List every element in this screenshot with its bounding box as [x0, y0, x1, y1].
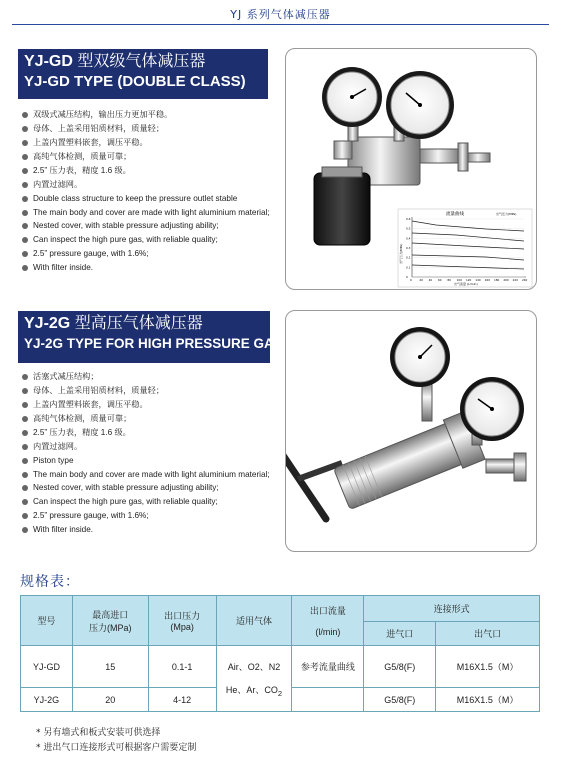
list-item: 高纯气体检测，质量可靠； [22, 412, 278, 426]
list-item: 母体、上盖采用铝质材料，质量轻； [22, 384, 278, 398]
spec-heading: 规格表： [20, 574, 80, 590]
x-tick-label: 240 [522, 278, 528, 282]
x-tick-label: 140 [475, 278, 481, 282]
x-tick-label: 200 [503, 278, 509, 282]
x-tick-label: 220 [512, 278, 519, 282]
list-item: 内置过滤网。 [22, 178, 278, 192]
x-tick-label: 180 [494, 278, 500, 282]
bullet-icon [22, 210, 28, 216]
bullet-icon [22, 154, 28, 160]
section1-banner [18, 49, 268, 99]
chart-ylabel: 出气压力(MPa) [399, 243, 403, 264]
list-item: 上盖内置塑料嵌套，调压平稳。 [22, 398, 278, 412]
col-model: 型号 [21, 596, 73, 646]
y-tick-label: 0.1 [406, 265, 411, 270]
x-tick-label: 20 [419, 278, 423, 282]
spec-table [20, 595, 540, 712]
bullet-icon [22, 112, 28, 118]
y-tick-label: 0.3 [406, 246, 411, 250]
list-item: The main body and cover are made with light aluminium material; [22, 206, 278, 219]
list-item: 2.5” 压力表，精度 1.6 级。 [22, 426, 278, 440]
list-item: With filter inside. [22, 523, 278, 537]
note-item: * 进出气口连接形式可根据客户需要定制 [36, 743, 197, 753]
col-gas: 适用气体 [216, 596, 292, 646]
table-row: YJ-2G 20 4-12 G5/8(F) M16X1.5（M） [21, 688, 540, 712]
list-item: Can inspect the high pure gas, with reliable quality; [22, 495, 278, 509]
x-tick-label: 60 [438, 278, 442, 282]
list-item: 双级式减压结构，输出压力更加平稳。 [22, 108, 278, 122]
x-tick-label: 80 [447, 278, 451, 282]
bullet-icon [22, 416, 28, 422]
bullet-icon [22, 388, 28, 394]
bullet-icon [22, 251, 28, 257]
list-item: Double class structure to keep the pressure outlet stable [22, 192, 278, 206]
chart-title: 流量曲线 [446, 212, 464, 217]
list-item: The main body and cover are made with light aluminium material; [22, 468, 278, 481]
x-tick-label: 160 [484, 278, 491, 282]
bullet-icon [22, 374, 28, 380]
section1-code: YJ-GD [24, 53, 73, 70]
gas-cell: Air、O2、N2 He、Ar、$CO_2$ [216, 646, 292, 712]
spec-notes [36, 726, 196, 756]
y-tick-label: 0.5 [406, 226, 411, 231]
col-inlet-port: 进气口 [364, 622, 436, 646]
table-row: YJ-GD 15 0.1-1 Air、O2、N2 He、Ar、$CO_2$ 参考流量曲线 G5/8(F) M16X1.5（M） [21, 646, 540, 688]
bullet-icon [22, 223, 28, 229]
bullet-icon [22, 485, 28, 491]
bullet-icon [22, 499, 28, 505]
y-tick-label: 0.6 [406, 217, 411, 221]
regulator-photo-2g [285, 310, 537, 552]
list-item: Piston type [22, 454, 278, 468]
list-item: 2.5” pressure gauge, with 1.6%; [22, 509, 278, 523]
section2-title-cn: 型高压气体减压器 [74, 315, 203, 332]
page-header: YJ 系列气体减压器 [230, 8, 331, 21]
bullet-icon [22, 140, 28, 146]
y-tick-label: 0 [406, 275, 408, 279]
list-item: Nested cover, with stable pressure adjusting ability; [22, 481, 278, 495]
list-item: 母体、上盖采用铝质材料，质量轻； [22, 122, 278, 136]
col-flow: 出口流量 (l/min) [292, 596, 364, 646]
y-tick-label: 0.4 [406, 236, 411, 241]
col-outlet-pressure: 出口压力 (Mpa) [148, 596, 216, 646]
list-item: 2.5” pressure gauge, with 1.6%; [22, 247, 278, 261]
bullet-icon [22, 458, 28, 464]
bullet-icon [22, 444, 28, 450]
x-tick-label: 120 [466, 278, 472, 282]
header-rule [12, 24, 549, 25]
bullet-icon [22, 265, 28, 271]
list-item: 高纯气体检测，质量可靠； [22, 150, 278, 164]
bullet-icon [22, 527, 28, 533]
section2-title-en: YJ-2G TYPE FOR HIGH PRESSURE GAS [24, 336, 283, 351]
section1-title-en: YJ-GD TYPE (DOUBLE CLASS) [24, 73, 246, 90]
chart-xlabel: 出气流量 (L/min) [454, 282, 478, 286]
list-item: 上盖内置塑料嵌套，调压平稳。 [22, 136, 278, 150]
col-connection: 连接形式 [364, 596, 540, 622]
bullet-icon [22, 182, 28, 188]
list-item: 内置过滤网。 [22, 440, 278, 454]
note-item: * 另有墙式和板式安装可供选择 [36, 728, 161, 738]
section2-feature-list [22, 370, 278, 537]
list-item: With filter inside. [22, 261, 278, 275]
list-item: Nested cover, with stable pressure adjusting ability; [22, 219, 278, 233]
y-tick-label: 0.2 [406, 255, 411, 260]
list-item: 活塞式减压结构； [22, 370, 278, 384]
regulator-gd-illustration [286, 49, 537, 290]
bullet-icon [22, 168, 28, 174]
list-item: 2.5” 压力表，精度 1.6 级。 [22, 164, 278, 178]
col-max-inlet: 最高进口 压力(MPa) [72, 596, 148, 646]
section2-code: YJ-2G [24, 315, 71, 332]
bullet-icon [22, 237, 28, 243]
x-tick-label: 40 [428, 278, 433, 282]
section2-banner [18, 311, 283, 363]
bullet-icon [22, 196, 28, 202]
regulator-photo-gd [285, 48, 537, 290]
section1-title-cn: 型双级气体减压器 [77, 53, 206, 70]
bullet-icon [22, 430, 28, 436]
bullet-icon [22, 402, 28, 408]
list-item: Can inspect the high pure gas, with reliable quality; [22, 233, 278, 247]
bullet-icon [22, 472, 28, 478]
regulator-2g-illustration [286, 311, 537, 552]
chart-unit: 出气压力(MPa) [496, 212, 517, 216]
bullet-icon [22, 513, 28, 519]
section1-feature-list [22, 108, 278, 275]
bullet-icon [22, 126, 28, 132]
x-tick-label: 100 [456, 278, 463, 282]
x-tick-label: 0 [410, 278, 412, 282]
col-outlet-port: 出气口 [436, 622, 540, 646]
